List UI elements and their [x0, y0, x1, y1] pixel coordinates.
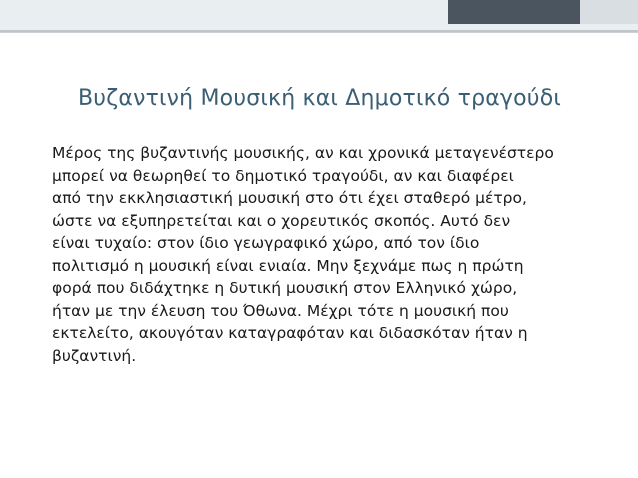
slide-body-text: Μέρος της βυζαντινής μουσικής, αν και χρονικά μεταγενέστερο μπορεί να θεωρηθεί το δημοτικό τραγούδι, αν και διαφέρει από την εκκλησιαστική μουσική στο ότι έχει σταθερό μέτρο, ώστε να εξυπηρετείται και ο χορευτικός σκοπός. Αυτό δεν είναι τυχαίο: στον ίδιο γεωγραφικό χώρο, από τον ίδιο πολιτισμό η μουσική είναι ενιαία. Μην ξεχνάμε πως η πρώτη φορά που διδάχτηκε η δυτική μουσική στον Ελληνικό χώρο, ήταν με την έλευση του Όθωνα. Μέχρι τότε η μουσική που εκτελείτο, ακουγόταν καταγραφόταν και διδασκόταν ήταν η βυζαντινή.: [52, 144, 554, 365]
top-accent-light: [580, 0, 638, 24]
slide-title: Βυζαντινή Μουσική και Δημοτικό τραγούδι: [78, 86, 562, 111]
top-divider: [0, 30, 638, 33]
